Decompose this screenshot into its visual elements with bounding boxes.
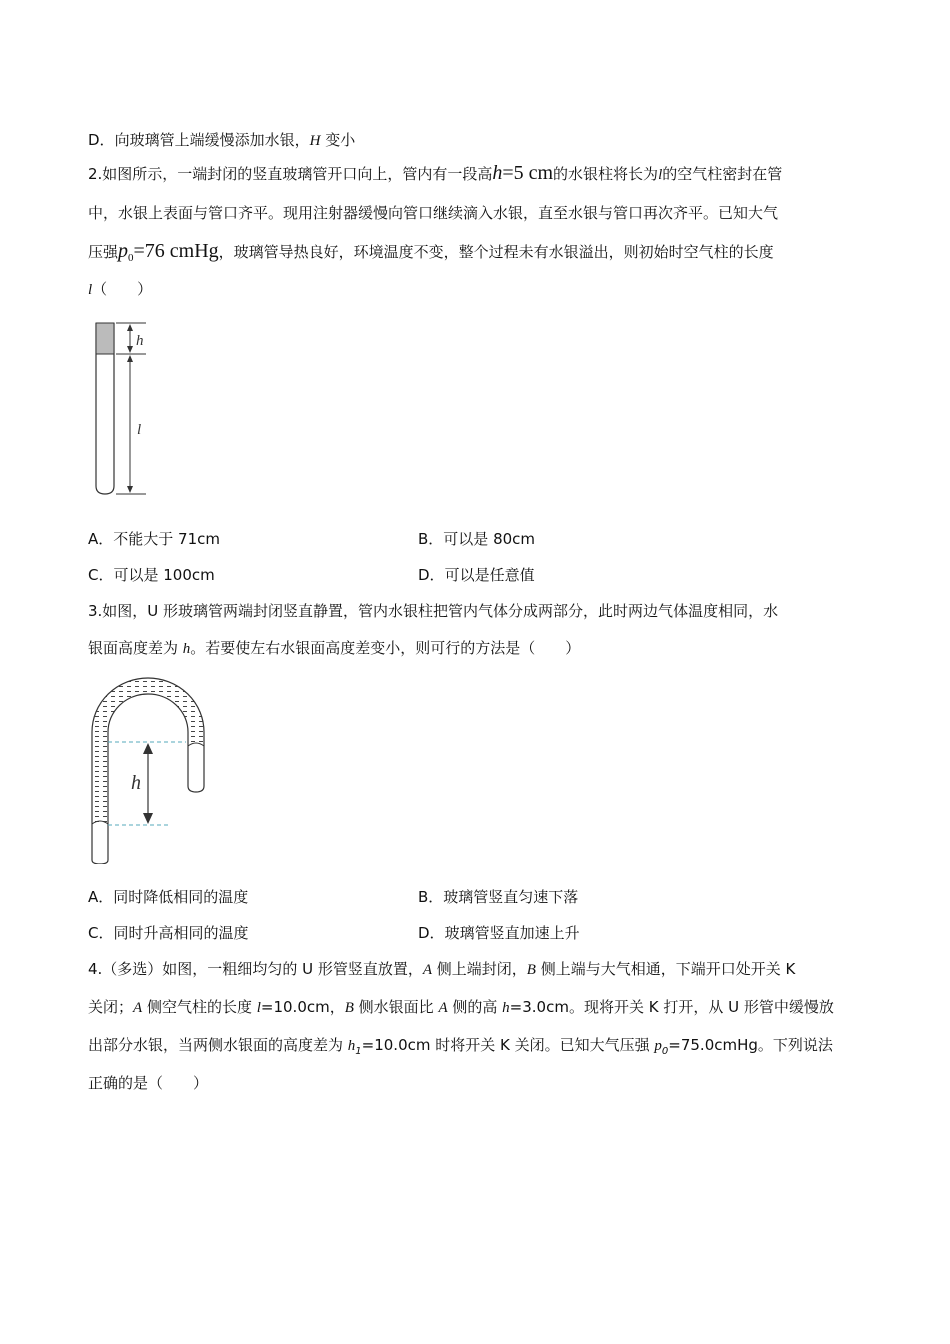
option-text: 不能大于 71cm bbox=[113, 530, 220, 548]
sub-1: 1 bbox=[355, 1046, 362, 1057]
q4-text: =75.0cmHg。下列说法 bbox=[668, 1036, 833, 1054]
q4-text: =3.0cm。现将开关 K 打开，从 U 形管中缓慢放 bbox=[509, 998, 834, 1016]
eq-h: =5 cm bbox=[502, 162, 554, 184]
option-text: 玻璃管竖直匀速下落 bbox=[443, 888, 579, 906]
var-h: h bbox=[502, 1000, 510, 1016]
sub-0: 0 bbox=[128, 252, 134, 264]
q2-text: 中，水银上表面与管口齐平。现用注射器缓慢向管口继续滴入水银，直至水银与管口再次齐平。已知大气 bbox=[88, 204, 779, 222]
q2-option-b[interactable] bbox=[418, 529, 535, 549]
fig-l-label: l bbox=[137, 422, 142, 438]
var-p0: p bbox=[654, 1038, 662, 1054]
fig-h-label: h bbox=[131, 772, 141, 794]
option-text: 玻璃管竖直加速上升 bbox=[444, 924, 580, 942]
q3-text: 银面高度差为 bbox=[88, 639, 183, 657]
option-text: 同时升高相同的温度 bbox=[113, 924, 249, 942]
q3-option-d[interactable] bbox=[418, 923, 580, 943]
fig-h-label: h bbox=[136, 333, 144, 349]
q2-option-c[interactable] bbox=[88, 565, 215, 585]
option-letter: B． bbox=[418, 888, 444, 906]
var-h1: h bbox=[347, 1038, 356, 1054]
option-text-tail: 变小 bbox=[320, 131, 356, 149]
q3-option-b[interactable] bbox=[418, 887, 578, 907]
q2-stem-line1 bbox=[88, 163, 782, 185]
q2-stem-line3 bbox=[88, 241, 774, 268]
var-A: A bbox=[422, 962, 433, 978]
option-letter: C． bbox=[88, 566, 114, 584]
q4-text: 正确的是（ ） bbox=[88, 1074, 209, 1092]
var-A: A bbox=[438, 1000, 448, 1016]
q2-stem-line4 bbox=[88, 279, 152, 300]
q3-option-a[interactable] bbox=[88, 887, 248, 907]
q2-stem-line2 bbox=[88, 203, 778, 223]
option-text: 可以是 80cm bbox=[443, 530, 536, 548]
q4-text: =10.0cm， bbox=[260, 998, 345, 1016]
q4-text: 侧空气柱的长度 bbox=[142, 998, 257, 1016]
q4-stem-line4 bbox=[88, 1073, 208, 1093]
var-l: l bbox=[88, 282, 93, 298]
sub-0: 0 bbox=[661, 1046, 669, 1057]
var-l: l bbox=[658, 167, 663, 183]
option-letter: A． bbox=[88, 530, 114, 548]
q2-text: 的空气柱密封在管 bbox=[662, 165, 783, 183]
q4-text: 侧的高 bbox=[447, 998, 503, 1016]
q3-u-tube-figure bbox=[86, 674, 216, 864]
option-text: 可以是 100cm bbox=[113, 566, 215, 584]
q4-text: 侧水银面比 bbox=[353, 998, 439, 1016]
var-l: l bbox=[256, 1000, 261, 1016]
q4-text: 侧上端封闭， bbox=[432, 960, 527, 978]
q2-option-a[interactable] bbox=[88, 529, 220, 549]
option-letter: A． bbox=[88, 888, 114, 906]
q3-stem-line1 bbox=[88, 601, 778, 621]
q4-text: =10.0cm 时将开关 K 关闭。已知大气压强 bbox=[361, 1036, 655, 1054]
option-letter: D． bbox=[418, 924, 445, 942]
option-text: 可以是任意值 bbox=[444, 566, 535, 584]
q3-stem-line2 bbox=[88, 638, 580, 659]
q2-option-d[interactable] bbox=[418, 565, 535, 585]
q2-text: ，玻璃管导热良好，环境温度不变，整个过程未有水银溢出，则初始时空气柱的长度 bbox=[218, 243, 774, 261]
option-letter: B． bbox=[418, 530, 444, 548]
var-B: B bbox=[526, 962, 536, 978]
var-A: A bbox=[133, 1000, 143, 1016]
option-letter: D． bbox=[418, 566, 445, 584]
option-text: 同时降低相同的温度 bbox=[113, 888, 249, 906]
q2-text: 的水银柱将长为 bbox=[553, 165, 659, 183]
q4-text: 关闭； bbox=[88, 998, 134, 1016]
q3-option-c[interactable] bbox=[88, 923, 249, 943]
q4-stem-line1 bbox=[88, 959, 795, 980]
q4-text: 侧上端与大气相通，下端开口处开关 K bbox=[535, 960, 796, 978]
var-H: H bbox=[309, 133, 321, 149]
q4-stem-line3 bbox=[88, 1035, 833, 1062]
q4-stem-line2 bbox=[88, 997, 834, 1018]
q1-option-d bbox=[88, 130, 355, 151]
q2-text: 压强 bbox=[88, 243, 119, 261]
q4-text: 4.（多选）如图，一粗细均匀的 U 形管竖直放置， bbox=[88, 960, 423, 978]
option-letter: C． bbox=[88, 924, 114, 942]
var-h: h bbox=[182, 641, 191, 657]
eq-p0: =76 cmHg bbox=[133, 240, 219, 262]
q3-text: 。若要使左右水银面高度差变小，则可行的方法是（ ） bbox=[190, 639, 581, 657]
option-letter: D． bbox=[88, 131, 115, 149]
q3-text: 3.如图，U 形玻璃管两端封闭竖直静置，管内水银柱把管内气体分成两部分，此时两边气体温度相同，水 bbox=[88, 602, 779, 620]
var-h: h bbox=[492, 162, 503, 184]
var-p: p bbox=[118, 240, 129, 262]
var-B: B bbox=[344, 1000, 354, 1016]
q2-text: 2.如图所示，一端封闭的竖直玻璃管开口向上，管内有一段高 bbox=[88, 165, 493, 183]
q2-tube-figure bbox=[88, 318, 168, 500]
answer-paren: （ ） bbox=[92, 280, 153, 298]
q4-text: 出部分水银，当两侧水银面的高度差为 bbox=[88, 1036, 348, 1054]
option-text: 向玻璃管上端缓慢添加水银， bbox=[114, 131, 310, 149]
